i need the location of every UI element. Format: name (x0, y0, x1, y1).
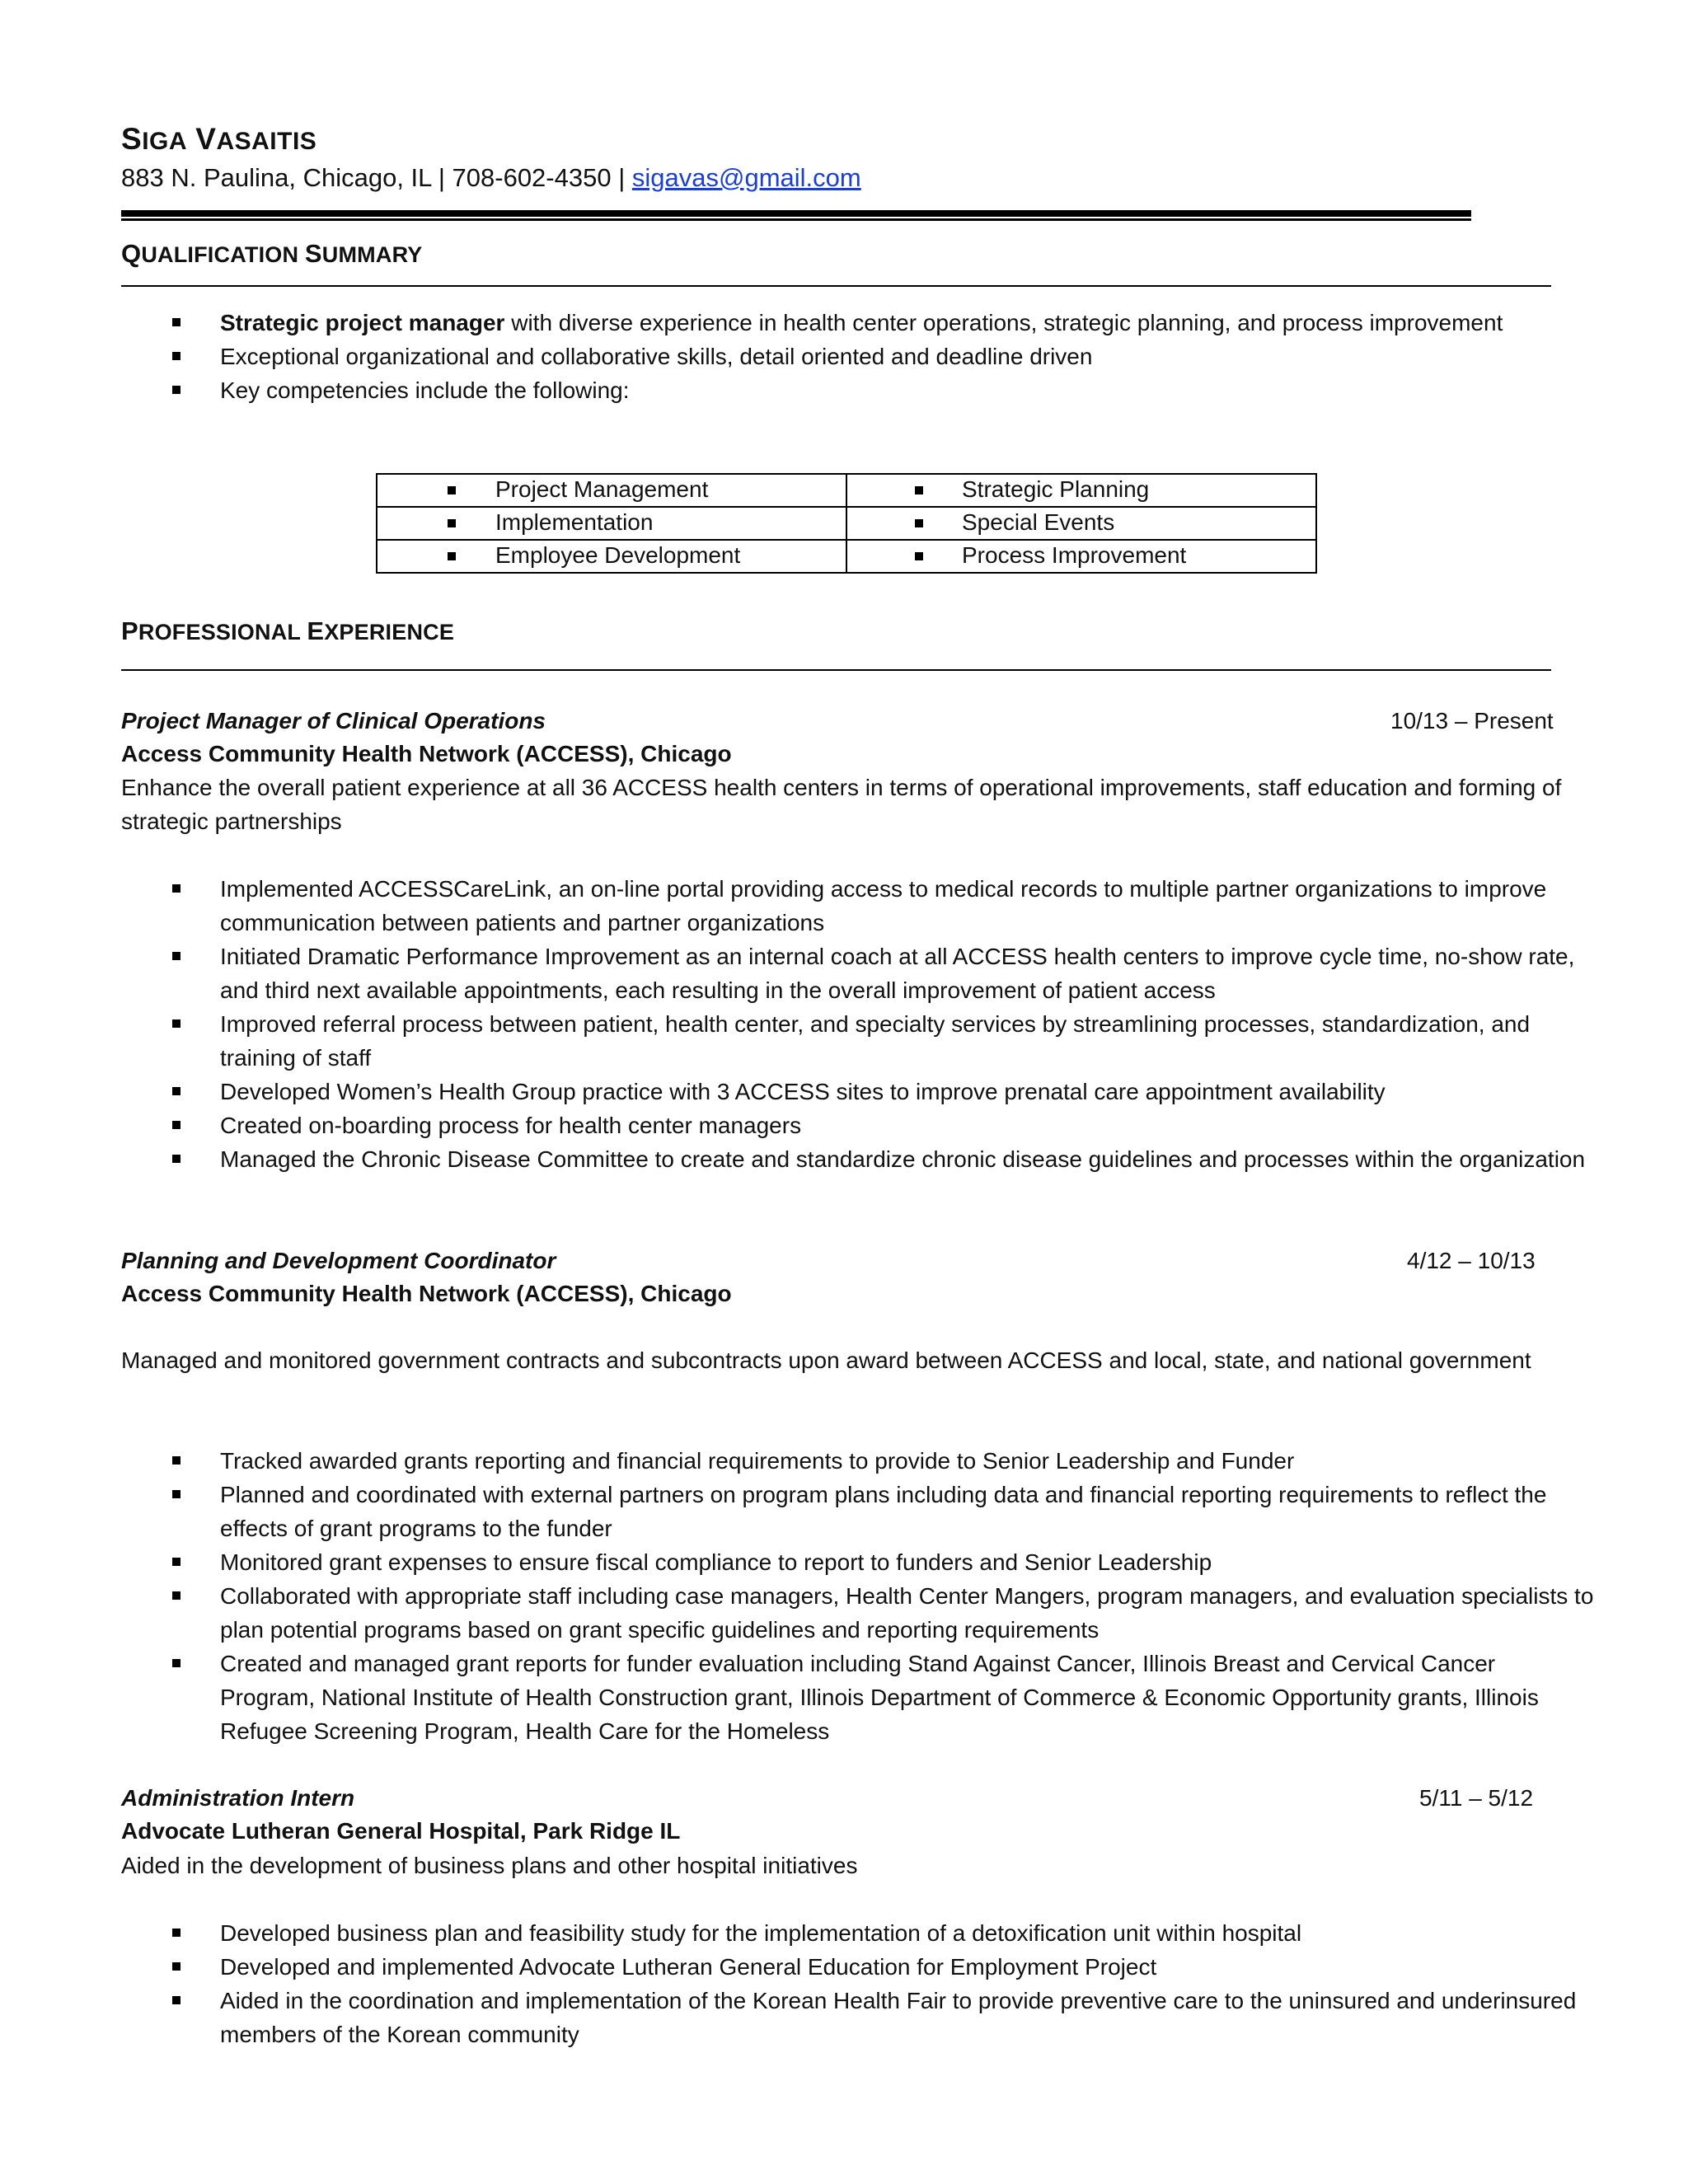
table-cell: Special Events (846, 507, 1316, 540)
list-item: Managed the Chronic Disease Committee to create and standardize chronic disease guidelines and processes within the organization (0, 1142, 1597, 1176)
competencies-table (376, 473, 1317, 574)
job-dates: 10/13 – Present (1390, 708, 1554, 733)
header-divider (121, 210, 1471, 217)
list-item: Tracked awarded grants reporting and financial requirements to provide to Senior Leadership and Funder (0, 1444, 1597, 1478)
table-cell: Strategic Planning (846, 474, 1316, 507)
list-item: Developed business plan and feasibility study for the implementation of a detoxification unit within hospital (0, 1916, 1597, 1950)
email-link[interactable]: sigavas@gmail.com (631, 163, 861, 192)
professional-experience-heading: PROFESSIONAL EXPERIENCE (121, 616, 455, 645)
job-bullets (0, 1916, 1597, 2051)
job-bullets (0, 872, 1597, 1176)
candidate-name: SIGA VASAITIS (121, 122, 317, 156)
table-row (377, 540, 1316, 573)
experience-divider (121, 669, 1551, 671)
list-item: Developed Women’s Health Group practice with 3 ACCESS sites to improve prenatal care appointment availability (0, 1075, 1597, 1108)
list-item: Key competencies include the following: (0, 373, 1597, 407)
job-organization: Advocate Lutheran General Hospital, Park Ridge IL (121, 1818, 681, 1844)
list-item: Improved referral process between patient, health center, and specialty services by streamlining processes, standardization, and training of staff (0, 1007, 1597, 1075)
qualification-bullets (0, 306, 1597, 407)
list-item: Collaborated with appropriate staff including case managers, Health Center Mangers, program managers, and evaluation specialists to plan potential programs based on grant specific guidelines and reporting requirements (0, 1579, 1597, 1647)
list-item: Developed and implemented Advocate Lutheran General Education for Employment Project (0, 1950, 1597, 1984)
table-cell: Implementation (377, 507, 846, 540)
list-item: Planned and coordinated with external partners on program plans including data and financial reporting requirements to reflect the effects of grant programs to the funder (0, 1478, 1597, 1545)
list-item: Aided in the coordination and implementation of the Korean Health Fair to provide preventive care to the uninsured and underinsured members of the Korean community (0, 1984, 1597, 2051)
list-item: Initiated Dramatic Performance Improvement as an internal coach at all ACCESS health centers to improve cycle time, no-show rate, and third next available appointments, each resulting in the overall improvement of patient access (0, 940, 1597, 1007)
job-organization: Access Community Health Network (ACCESS), Chicago (121, 1281, 732, 1306)
qualification-summary-heading: QUALIFICATION SUMMARY (121, 239, 423, 268)
qualification-divider (121, 285, 1551, 287)
table-cell: Employee Development (377, 540, 846, 573)
job-summary: Aided in the development of business plans and other hospital initiatives (121, 1853, 858, 1878)
job-title: Project Manager of Clinical Operations (121, 708, 546, 733)
table-row (377, 507, 1316, 540)
list-item: Strategic project manager with diverse experience in health center operations, strategic planning, and process improvement (0, 306, 1597, 340)
header-divider-thin (121, 218, 1471, 221)
job-summary: Enhance the overall patient experience at all 36 ACCESS health centers in terms of operational improvements, staff education and forming of strategic partnerships (121, 775, 1562, 834)
table-row (377, 474, 1316, 507)
job-title: Administration Intern (121, 1785, 355, 1811)
address-phone: 883 N. Paulina, Chicago, IL | 708-602-4350 | (121, 163, 632, 192)
list-item: Created and managed grant reports for funder evaluation including Stand Against Cancer, Illinois Breast and Cervical Cancer Program, National Institute of Health Construction grant, Illinois Department of Commerce & Economic Opportunity grants, Illinois Refugee Screening Program, Health Care for the Homeless (0, 1647, 1597, 1748)
list-item: Exceptional organizational and collaborative skills, detail oriented and deadline driven (0, 340, 1597, 373)
table-cell: Process Improvement (846, 540, 1316, 573)
list-item: Monitored grant expenses to ensure fiscal compliance to report to funders and Senior Leadership (0, 1545, 1597, 1579)
job-summary: Managed and monitored government contracts and subcontracts upon award between ACCESS and local, state, and national government (121, 1347, 1531, 1373)
table-cell: Project Management (377, 474, 846, 507)
list-item: Implemented ACCESSCareLink, an on-line portal providing access to medical records to multiple partner organizations to improve communication between patients and partner organizations (0, 872, 1597, 940)
job-title: Planning and Development Coordinator (121, 1248, 556, 1273)
job-bullets (0, 1444, 1597, 1748)
contact-line (121, 163, 861, 193)
list-item: Created on-boarding process for health center managers (0, 1108, 1597, 1142)
job-organization: Access Community Health Network (ACCESS), Chicago (121, 741, 732, 766)
job-dates: 4/12 – 10/13 (1407, 1248, 1536, 1273)
job-dates: 5/11 – 5/12 (1419, 1785, 1534, 1811)
